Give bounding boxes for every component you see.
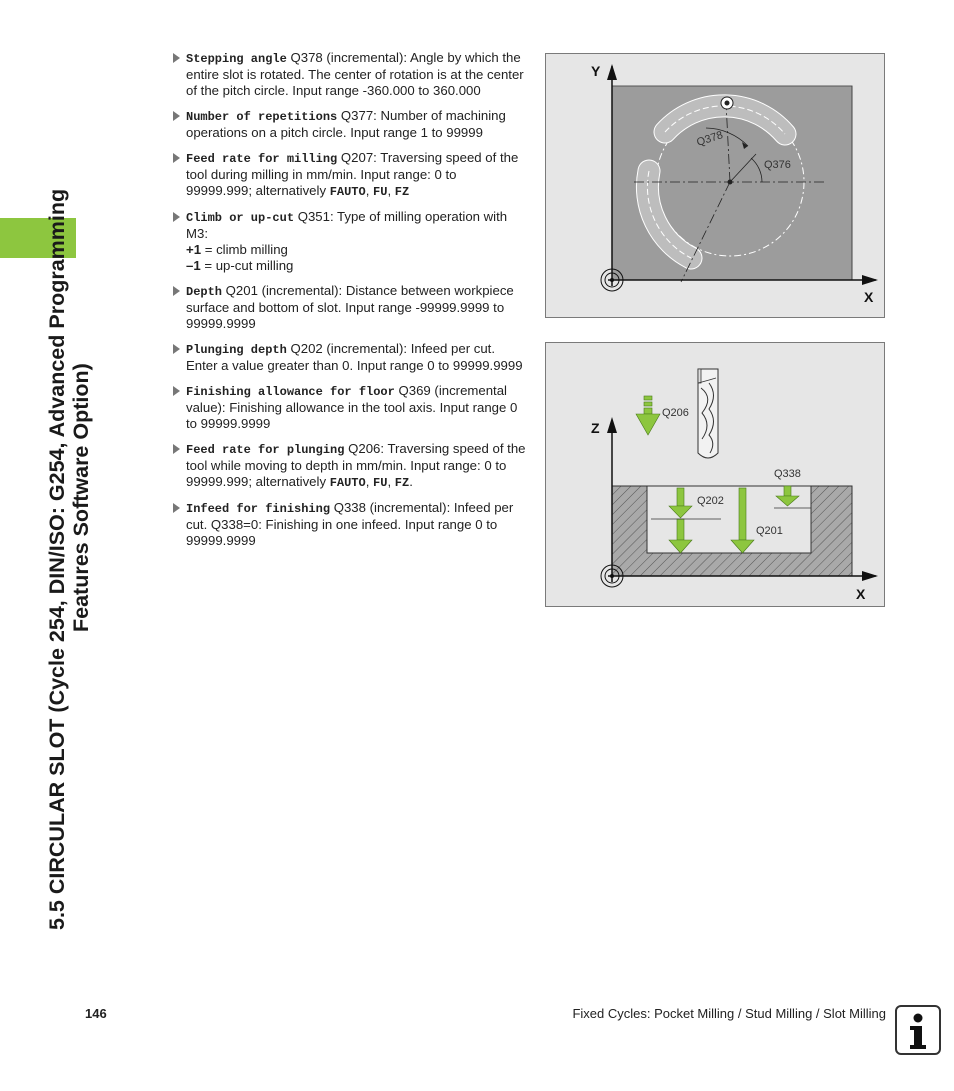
option-value: +1 xyxy=(186,242,202,257)
alt-fu: FU xyxy=(373,185,388,199)
x-axis-label: X xyxy=(864,289,874,305)
x-axis-arrow xyxy=(862,275,878,285)
label-q376: Q376 xyxy=(764,159,791,171)
param-keyword: Climb or up-cut xyxy=(186,211,295,225)
xz-diagram xyxy=(546,343,884,606)
param-keyword: Infeed for finishing xyxy=(186,502,331,516)
param-description: Q201 (incremental): Distance between workpiece surface and bottom of slot. Input range -99999.9999 to 99999.9999 xyxy=(186,283,514,331)
param-keyword: Number of repetitions xyxy=(186,110,338,124)
param-keyword: Depth xyxy=(186,285,223,299)
x-axis-label: X xyxy=(856,586,866,602)
param-keyword: Feed rate for plunging xyxy=(186,443,345,457)
y-axis-label: Y xyxy=(591,63,601,79)
bullet-arrow-icon xyxy=(173,212,180,222)
chapter-title-line1: 5.5 CIRCULAR SLOT (Cycle 254, DIN/ISO: G254, Advanced Programming xyxy=(45,188,69,930)
bullet-arrow-icon xyxy=(173,444,180,454)
label-q202: Q202 xyxy=(697,495,724,507)
y-axis-arrow xyxy=(607,64,617,80)
footer-chapter-text: Fixed Cycles: Pocket Milling / Stud Milling / Slot Milling xyxy=(572,1006,886,1021)
param-keyword: Plunging depth xyxy=(186,343,287,357)
option-value: –1 xyxy=(186,258,201,273)
param-description: Q207: Traversing speed of the tool during milling in mm/min. Input range: 0 to 99999.999; alternatively xyxy=(186,150,519,198)
z-axis-label: Z xyxy=(591,420,600,436)
figure-slot-depth-xz xyxy=(545,342,885,607)
param-description: Q378 (incremental): Angle by which the entire slot is rotated. The center of rotation is at the center of the pitch circle. Input range -360.000 to 360.000 xyxy=(186,50,524,98)
param-feed-rate-milling: Feed rate for milling Q207: Traversing speed of the tool during milling in mm/min. Input range: 0 to 99999.999; alternatively FAUTO, FU, FZ xyxy=(171,150,526,200)
param-description: Q351: Type of milling operation with M3: xyxy=(186,209,508,241)
param-description: Q377: Number of machining operations on a pitch circle. Input range 1 to 99999 xyxy=(186,108,506,140)
page-number: 146 xyxy=(85,1006,107,1021)
figure-circular-slot-xy xyxy=(545,53,885,318)
param-keyword: Feed rate for milling xyxy=(186,152,338,166)
option-text: = climb milling xyxy=(201,242,288,257)
alt-fauto: FAUTO xyxy=(329,476,366,490)
alt-fu: FU xyxy=(373,476,388,490)
bullet-arrow-icon xyxy=(173,344,180,354)
xy-diagram xyxy=(546,54,884,317)
param-depth xyxy=(171,283,526,332)
label-q201: Q201 xyxy=(756,525,783,537)
info-icon xyxy=(895,1005,941,1055)
param-climb-or-up-cut xyxy=(171,209,526,274)
chapter-title-text xyxy=(45,30,93,930)
z-axis-arrow xyxy=(607,417,617,433)
bullet-arrow-icon xyxy=(173,386,180,396)
bullet-arrow-icon xyxy=(173,111,180,121)
parameter-list xyxy=(171,50,526,558)
bullet-arrow-icon xyxy=(173,53,180,63)
param-description: Q202 (incremental): Infeed per cut. Enter a value greater than 0. Input range 0 to 99999.9999 xyxy=(186,341,523,373)
x-axis-arrow xyxy=(862,571,878,581)
param-number-of-repetitions xyxy=(171,108,526,141)
bullet-arrow-icon xyxy=(173,503,180,513)
label-q338: Q338 xyxy=(774,468,801,480)
param-plunging-depth xyxy=(171,341,526,374)
param-keyword: Finishing allowance for floor xyxy=(186,385,395,399)
alt-fauto: FAUTO xyxy=(329,185,366,199)
side-chapter-title xyxy=(0,0,93,930)
option-text: = up-cut milling xyxy=(200,258,294,273)
label-q378: Q378 xyxy=(695,129,725,149)
bullet-arrow-icon xyxy=(173,153,180,163)
param-keyword: Stepping angle xyxy=(186,52,287,66)
param-stepping-angle xyxy=(171,50,526,99)
chapter-title-line2: Features Software Option) xyxy=(69,363,93,632)
param-end: . xyxy=(409,474,413,489)
end-mill-tool xyxy=(698,369,718,458)
param-description: Q338 (incremental): Infeed per cut. Q338=0: Finishing in one infeed. Input range 0 to 99999.9999 xyxy=(186,500,514,548)
label-q206: Q206 xyxy=(662,407,689,419)
param-description: Q206: Traversing speed of the tool while moving to depth in mm/min. Input range: 0 to 99999.999; alternatively xyxy=(186,441,526,489)
bullet-arrow-icon xyxy=(173,286,180,296)
alt-fz: FZ xyxy=(394,476,410,490)
param-description: Q369 (incremental value): Finishing allowance in the tool axis. Input range 0 to 99999.9999 xyxy=(186,383,518,431)
param-finishing-allowance-floor xyxy=(171,383,526,432)
param-feed-rate-plunging: Feed rate for plunging Q206: Traversing speed of the tool while moving to depth in mm/min. Input range: 0 to 99999.999; alternatively FAUTO, FU, FZ. xyxy=(171,441,526,491)
param-infeed-finishing xyxy=(171,500,526,549)
arrow-q206 xyxy=(636,396,660,435)
alt-fz: FZ xyxy=(394,185,410,199)
